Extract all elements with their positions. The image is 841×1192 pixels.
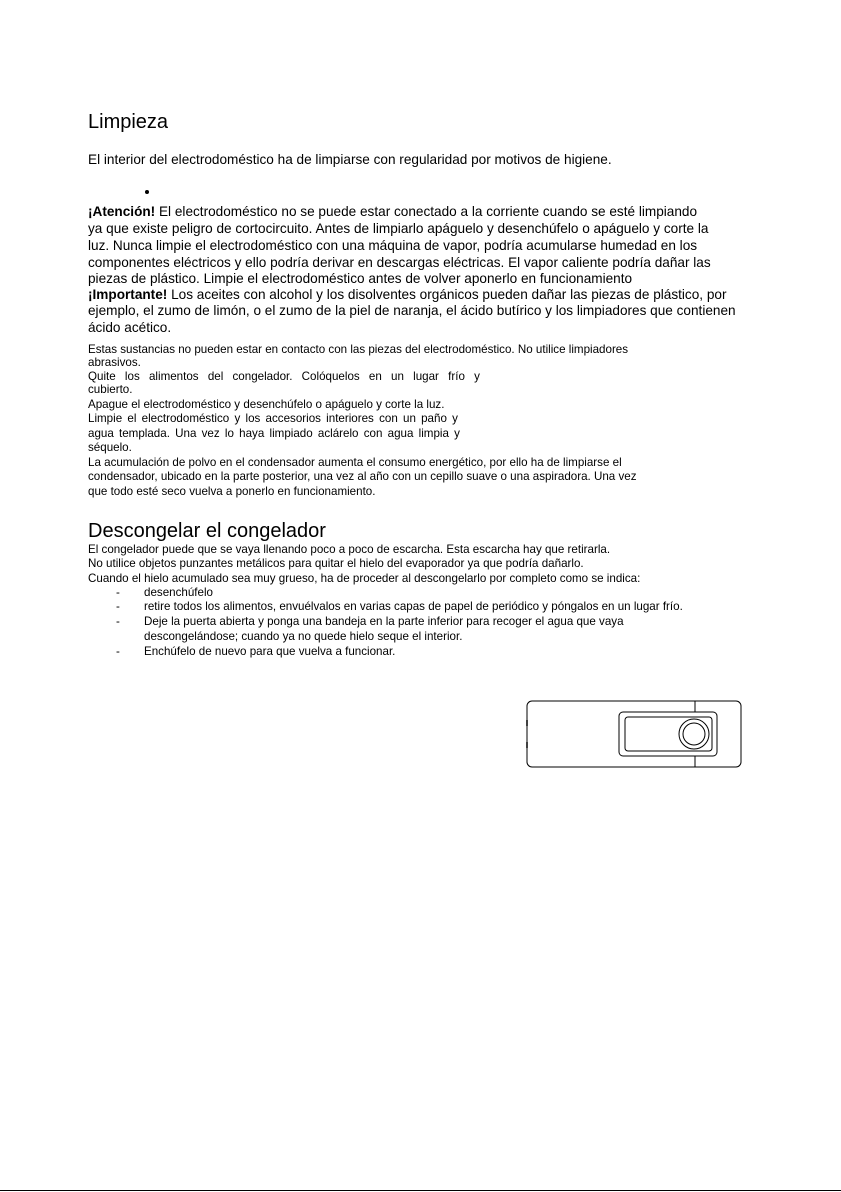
body-line: Apague el electrodoméstico y desenchúfelo o apáguelo y corte la luz. [88,398,445,411]
list-dash: - [116,615,120,628]
attention-line-1 [88,203,697,220]
defrost-step: Deje la puerta abierta y ponga una bandeja en la parte inferior para recoger el agua que vaya [144,615,624,628]
bullet-icon [145,190,149,194]
section-title-limpieza: Limpieza [88,111,169,133]
list-dash: - [116,600,120,613]
attention-label: ¡Atención! [88,204,156,219]
body-line: Quite los alimentos del congelador. Colóquelos en un lugar frío y [88,370,480,383]
defrost-step: retire todos los alimentos, envuélvalos en varias capas de papel de periódico y póngalos en un lugar frío. [144,600,683,613]
attention-text-first: El electrodoméstico no se puede estar conectado a la corriente cuando se esté limpiando [155,204,698,219]
important-text-first: Los aceites con alcohol y los disolventes orgánicos pueden dañar las piezas de plástico, por [167,287,727,302]
attention-line: piezas de plástico. Limpie el electrodoméstico antes de volver aponerlo en funcionamiento [88,271,633,286]
body-line: agua templada. Una vez lo haya limpiado aclárelo con agua limpia y [88,427,460,440]
body-line: que todo esté seco vuelva a ponerlo en funcionamiento. [88,485,376,498]
body-line: La acumulación de polvo en el condensador aumenta el consumo energético, por ello ha de limpiarse el [88,456,622,469]
drain-plug-illustration [520,698,750,772]
list-dash: - [116,586,120,599]
list-dash: - [116,645,120,658]
attention-line: ya que existe peligro de cortocircuito. Antes de limpiarlo apáguelo y desenchúfelo o apáguelo y corte la [88,221,709,236]
defrost-step: desenchúfelo [144,586,213,599]
important-line: ejemplo, el zumo de limón, o el zumo de la piel de naranja, el ácido butírico y los limpiadores que contienen [88,303,736,318]
body-line: séquelo. [88,441,132,454]
important-line: ácido acético. [88,320,172,335]
body-line: Limpie el electrodoméstico y los accesorios interiores con un paño y [88,412,458,425]
page-bottom-rule [0,1190,841,1191]
important-line-1 [88,286,727,303]
intro-text: El interior del electrodoméstico ha de limpiarse con regularidad por motivos de higiene. [88,152,612,167]
attention-line: componentes eléctricos y ello podría derivar en descargas eléctricas. El vapor caliente podría dañar las [88,255,711,270]
body-line: abrasivos. [88,356,141,369]
important-label: ¡Importante! [88,287,168,302]
defrost-step: Enchúfelo de nuevo para que vuelva a funcionar. [144,645,396,658]
body-line: cubierto. [88,383,133,396]
defrost-step: descongelándose; cuando ya no quede hielo seque el interior. [144,630,463,643]
defrost-line: Cuando el hielo acumulado sea muy grueso, ha de proceder al descongelarlo por completo como se indica: [88,572,641,585]
defrost-line: No utilice objetos punzantes metálicos para quitar el hielo del evaporador ya que podría dañarlo. [88,557,584,570]
attention-line: luz. Nunca limpie el electrodoméstico con una máquina de vapor, podría acumularse humedad en los [88,238,698,253]
defrost-line: El congelador puede que se vaya llenando poco a poco de escarcha. Esta escarcha hay que retirarla. [88,543,611,556]
section-title-descongelar: Descongelar el congelador [88,520,326,542]
body-line: Estas sustancias no pueden estar en contacto con las piezas del electrodoméstico. No utilice limpiadores [88,343,629,356]
body-line: condensador, ubicado en la parte posterior, una vez al año con un cepillo suave o una aspiradora. Una vez [88,470,637,483]
